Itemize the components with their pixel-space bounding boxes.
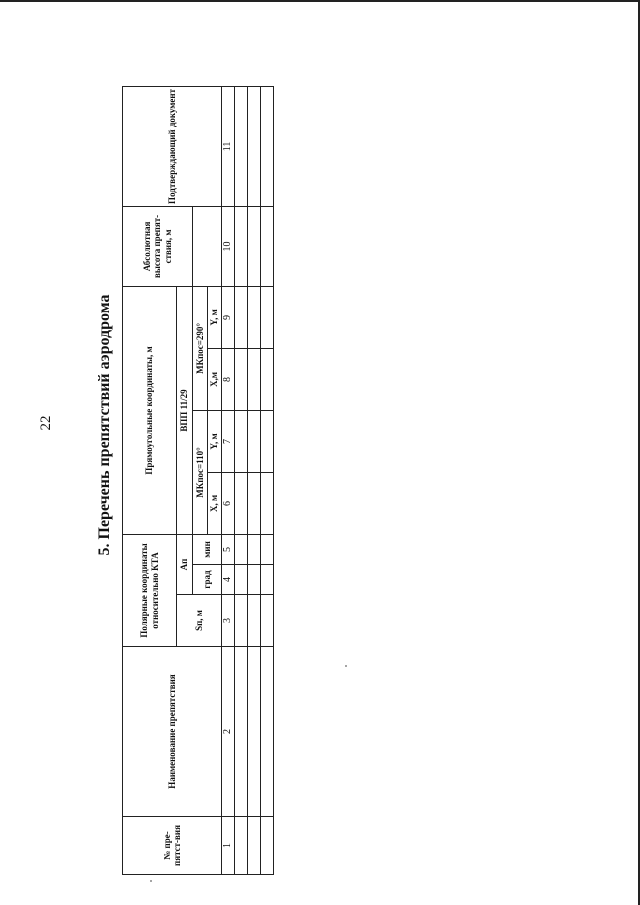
header-rect-coords: Прямоугольные координаты, м — [123, 286, 177, 534]
col-number-3: 3 — [222, 595, 235, 647]
header-mk290: МКпос=290° — [193, 287, 208, 410]
table-row — [234, 86, 247, 874]
page-number: 22 — [38, 415, 54, 431]
header-abs-height-empty — [193, 206, 222, 286]
scan-speck — [345, 665, 347, 667]
header-mk110-xy — [208, 411, 221, 534]
header-mk110: МКпос=110° — [193, 411, 208, 534]
col-number-11: 11 — [222, 86, 235, 206]
header-y-m: Y, м — [209, 433, 219, 450]
col-number-7: 7 — [222, 410, 235, 472]
header-obstacle-name: Наименование препятствия — [123, 647, 222, 817]
obstacles-table — [122, 86, 274, 875]
header-mk290-group — [193, 286, 222, 410]
col-number-10: 10 — [222, 206, 235, 286]
header-mk110-group — [193, 410, 222, 534]
table-row — [247, 86, 260, 874]
col-number-5: 5 — [222, 534, 235, 564]
header-x-m2: X,м — [208, 348, 221, 410]
header-mk290-xy — [208, 287, 221, 410]
header-y-m2: Y, м — [209, 309, 219, 326]
section-title: 5. Перечень препятствий аэродрома — [96, 294, 113, 556]
header-min: мин — [193, 534, 222, 564]
scan-speck — [150, 880, 152, 882]
col-number-8: 8 — [222, 348, 235, 410]
header-obstacle-number: № пре-пятст-вия — [123, 817, 222, 875]
header-an: Ап — [177, 534, 193, 594]
col-number-6: 6 — [222, 472, 235, 534]
header-polar-coords: Полярные координаты относительно КТА — [123, 534, 177, 646]
header-runway: ВПП 11/29 — [177, 286, 193, 534]
header-sn: Sп, м — [177, 595, 222, 647]
header-confirming-doc: Подтверждающий документ — [123, 86, 222, 206]
header-grad: град — [193, 565, 222, 595]
col-number-4: 4 — [222, 565, 235, 595]
header-abs-height: Абсолютная высота препят-ствия, м — [123, 206, 193, 286]
col-number-9: 9 — [222, 286, 235, 348]
table-row — [260, 86, 273, 874]
col-number-1: 1 — [222, 817, 235, 875]
header-x-m: X, м — [208, 472, 221, 534]
col-number-2: 2 — [222, 647, 235, 817]
